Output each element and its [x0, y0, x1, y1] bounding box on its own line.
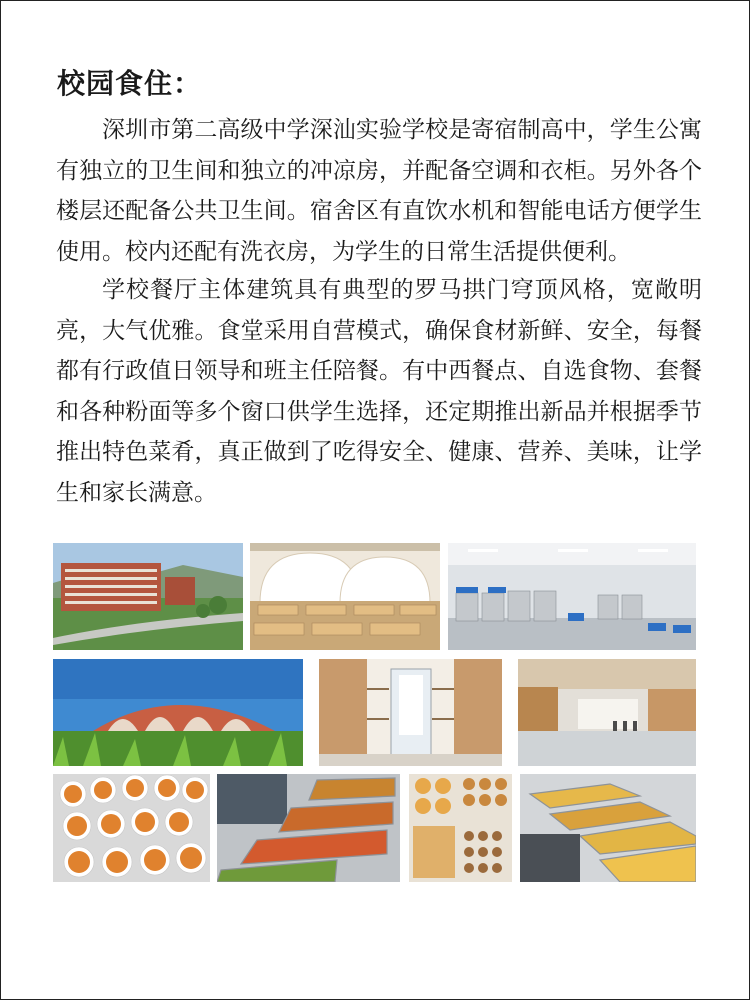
photo-canteen-exterior [53, 659, 303, 766]
photo-dining-hall [250, 543, 440, 650]
photo-dorm-room [319, 659, 502, 766]
photo-dormitory-building [53, 543, 243, 650]
photo-soup-bowls [53, 774, 210, 882]
photo-laundry-room [448, 543, 696, 650]
photo-pastries [409, 774, 512, 882]
photo-buffet-trays [520, 774, 696, 882]
paragraph-dormitory: 深圳市第二高级中学深汕实验学校是寄宿制高中，学生公寓有独立的卫生间和独立的冲凉房，并配备空调和衣柜。另外各个楼层还配备公共卫生间。宿舍区有直饮水机和智能电话方便学生使用。校内还配有洗衣房，为学生的日常生活提供便利。 [56, 117, 702, 265]
paragraph-canteen: 学校餐厅主体建筑具有典型的罗马拱门穹顶风格，宽敞明亮，大气优雅。食堂采用自营模式，确保食材新鲜、安全，每餐都有行政值日领导和班主任陪餐。有中西餐点、自选食物、套餐和各种粉面等多个窗口供学生选择，还定期推出新品并根据季节推出特色菜肴，真正做到了吃得安全、健康、营养、美味，让学生和家长满意。 [56, 277, 702, 506]
section-title: 校园食住： [57, 67, 203, 100]
photo-food-trays [217, 774, 400, 882]
photo-lobby-hall [518, 659, 696, 766]
